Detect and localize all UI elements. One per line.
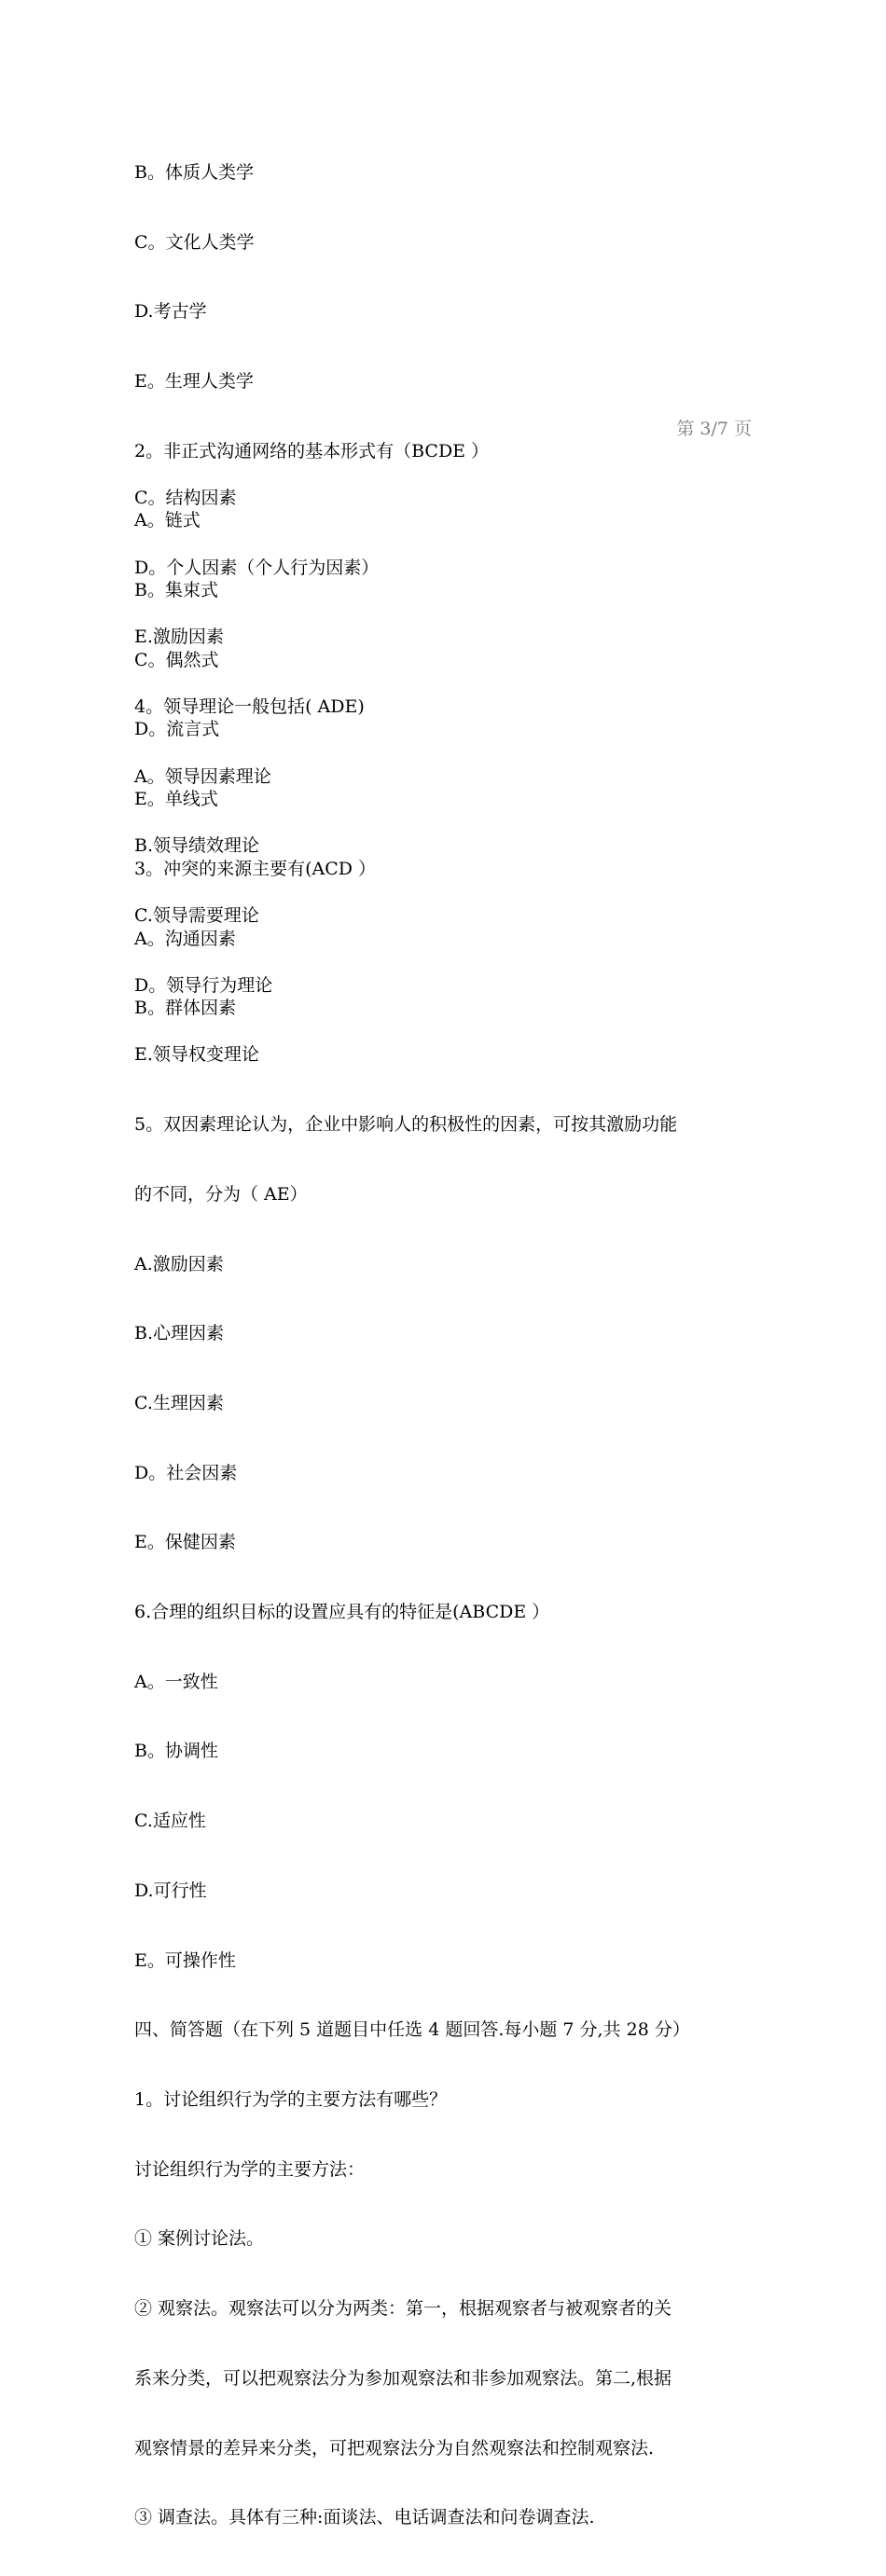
text-line: A。领导因素理论	[134, 765, 271, 787]
text-line: C。文化人类学	[134, 231, 255, 253]
answer-line: 系来分类，可以把观察法分为参加观察法和非参加观察法。第二,根据	[134, 2367, 672, 2389]
text-line: E.激励因素	[134, 627, 224, 648]
text-line: C.生理因素	[134, 1392, 224, 1413]
text-line: C.领导需要理论	[134, 905, 259, 927]
answer-line: 讨论组织行为学的主要方法：	[134, 2158, 366, 2180]
answer-line: 观察情景的差异来分类，可把观察法分为自然观察法和控制观察法.	[134, 2437, 655, 2459]
question-line: 3。冲突的来源主要有(ACD ）	[134, 858, 377, 879]
page-number: 第 3/7 页	[676, 419, 752, 439]
text-line: E。生理人类学	[134, 370, 254, 392]
text-line: B。体质人类学	[134, 161, 254, 183]
text-line: D。个人因素（个人行为因素）	[134, 557, 380, 578]
section-heading: 四、简答题（在下列 5 道题目中任选 4 题回答.每小题 7 分,共 28 分）	[134, 2019, 690, 2041]
question-line: 2。非正式沟通网络的基本形式有（BCDE ）	[134, 440, 490, 461]
text-line: C.适应性	[134, 1811, 206, 1832]
answer-line: ② 观察法。观察法可以分为两类：第一，根据观察者与被观察者的关	[134, 2298, 672, 2320]
question-line: 1。讨论组织行为学的主要方法有哪些？	[134, 2088, 448, 2110]
question-line: 6.合理的组织目标的设置应具有的特征是(ABCDE ）	[134, 1602, 550, 1623]
text-line: D。流言式	[134, 719, 220, 740]
text-line: A.激励因素	[134, 1253, 224, 1274]
text-line: E。保健因素	[134, 1532, 236, 1553]
answer-line: ① 案例讨论法。	[134, 2228, 265, 2250]
text-line: D。领导行为理论	[134, 974, 273, 996]
answer-line: ③ 调查法。具体有三种:面谈法、电话调查法和问卷调查法.	[134, 2507, 595, 2528]
text-line: B.领导绩效理论	[134, 835, 260, 857]
text-line: B。协调性	[134, 1741, 218, 1762]
text-line: B.心理因素	[134, 1323, 225, 1344]
text-line: B。集束式	[134, 580, 218, 601]
question-line: 的不同，分为（ AE）	[134, 1183, 308, 1205]
text-line: A。沟通因素	[134, 928, 236, 949]
text-line: E。单线式	[134, 789, 218, 810]
text-line: A。一致性	[134, 1671, 218, 1692]
question-line: 5。双因素理论认为，企业中影响人的积极性的因素，可按其激励功能	[134, 1114, 678, 1136]
text-block-bottom	[134, 440, 754, 2576]
text-line: E.领导权变理论	[134, 1044, 259, 1066]
text-line: E。可操作性	[134, 1949, 236, 1971]
text-line: A。链式	[134, 510, 201, 531]
text-line: D.可行性	[134, 1880, 207, 1901]
text-line: C。结构因素	[134, 487, 237, 508]
text-line: D。社会因素	[134, 1462, 238, 1483]
text-line: C。偶然式	[134, 649, 219, 670]
text-line: D.考古学	[134, 301, 207, 323]
text-line: B。群体因素	[134, 998, 236, 1019]
question-line: 4。领导理论一般包括( ADE)	[134, 696, 365, 717]
